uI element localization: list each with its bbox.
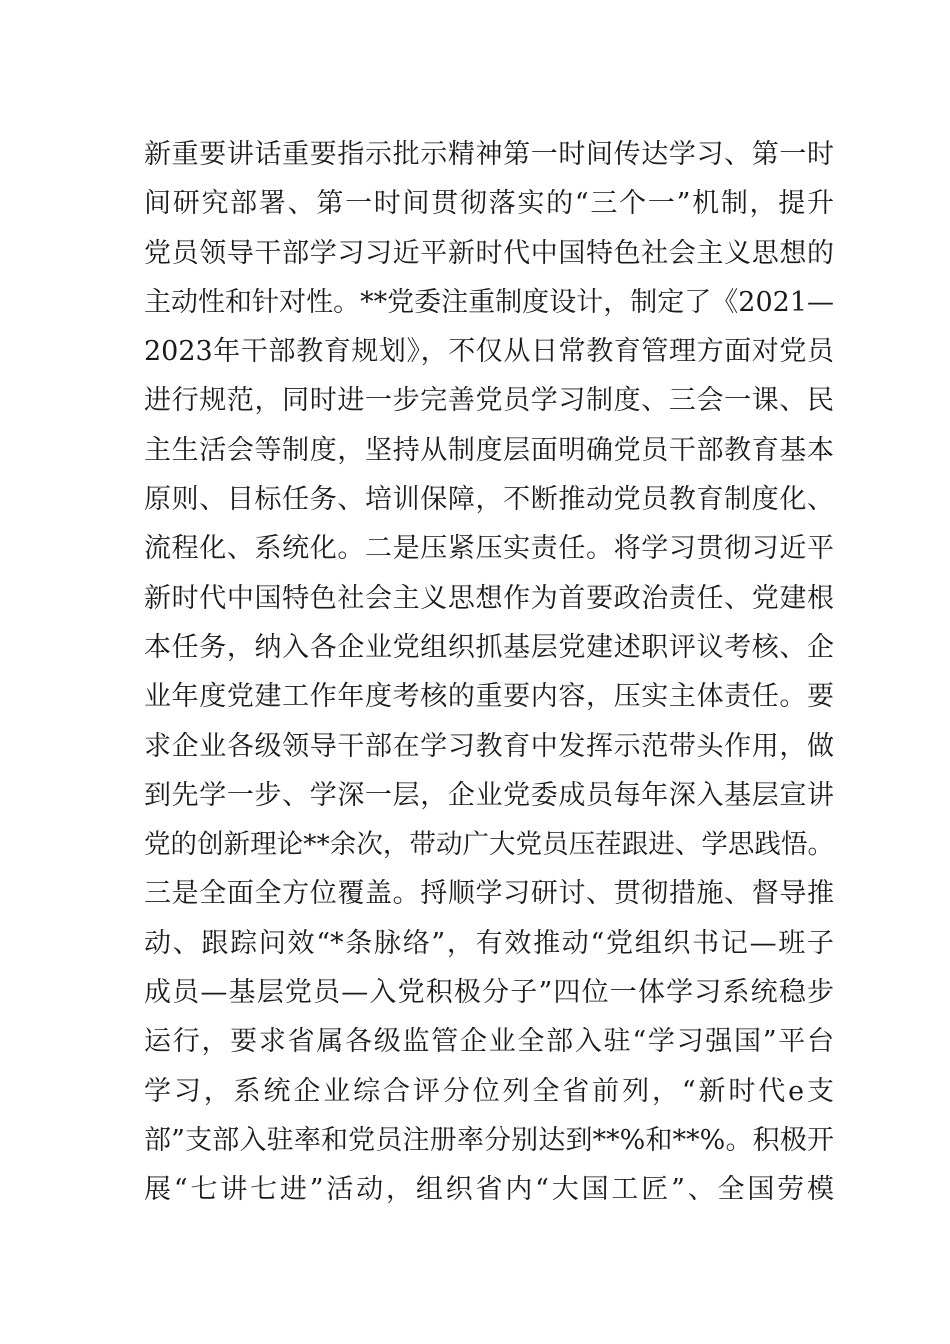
text-line: 2023年干部教育规划》，不仅从日常教育管理方面对党员 [144, 336, 834, 368]
text-line: 主生活会等制度，坚持从制度层面明确党员干部教育基本 [144, 434, 834, 466]
text-line: 求企业各级领导干部在学习教育中发挥示范带头作用，做 [144, 730, 834, 762]
text-line: 新重要讲话重要指示批示精神第一时间传达学习、第一时 [144, 139, 834, 170]
text-line: 间研究部署、第一时间贯彻落实的“三个一”机制，提升 [144, 188, 834, 220]
text-line: 进行规范，同时进一步完善党员学习制度、三会一课、民 [144, 385, 834, 417]
text-line: 业年度党建工作年度考核的重要内容，压实主体责任。要 [144, 681, 834, 713]
text-line: 原则、目标任务、培训保障，不断推动党员教育制度化、 [144, 484, 834, 516]
text-line: 新时代中国特色社会主义思想作为首要政治责任、党建根 [144, 582, 834, 614]
text-line: 运行，要求省属各级监管企业全部入驻“学习强国”平台 [144, 1026, 834, 1058]
text-line: 成员—基层党员—入党积极分子”四位一体学习系统稳步 [144, 977, 834, 1009]
text-line: 党的创新理论**余次，带动广大党员压茬跟进、学思践悟。 [144, 829, 834, 861]
text-line: 学习，系统企业综合评分位列全省前列，“新时代e支 [144, 1075, 834, 1107]
text-line: 到先学一步、学深一层，企业党委成员每年深入基层宣讲 [144, 779, 834, 811]
text-line: 三是全面全方位覆盖。捋顺学习研讨、贯彻措施、督导推 [144, 878, 834, 910]
text-line: 本任务，纳入各企业党组织抓基层党建述职评议考核、企 [144, 631, 834, 663]
body-text [144, 130, 834, 1215]
text-line: 动、跟踪问效“*条脉络”，有效推动“党组织书记—班子 [144, 927, 834, 959]
text-line: 部”支部入驻率和党员注册率分别达到**%和**%。积极开 [144, 1124, 834, 1156]
text-line: 展“七讲七进”活动，组织省内“大国工匠”、全国劳模 [144, 1174, 834, 1206]
text-line: 主动性和针对性。**党委注重制度设计，制定了《2021— [144, 286, 834, 318]
text-line: 党员领导干部学习习近平新时代中国特色社会主义思想的 [144, 237, 834, 269]
text-line: 流程化、系统化。二是压紧压实责任。将学习贯彻习近平 [144, 533, 834, 565]
